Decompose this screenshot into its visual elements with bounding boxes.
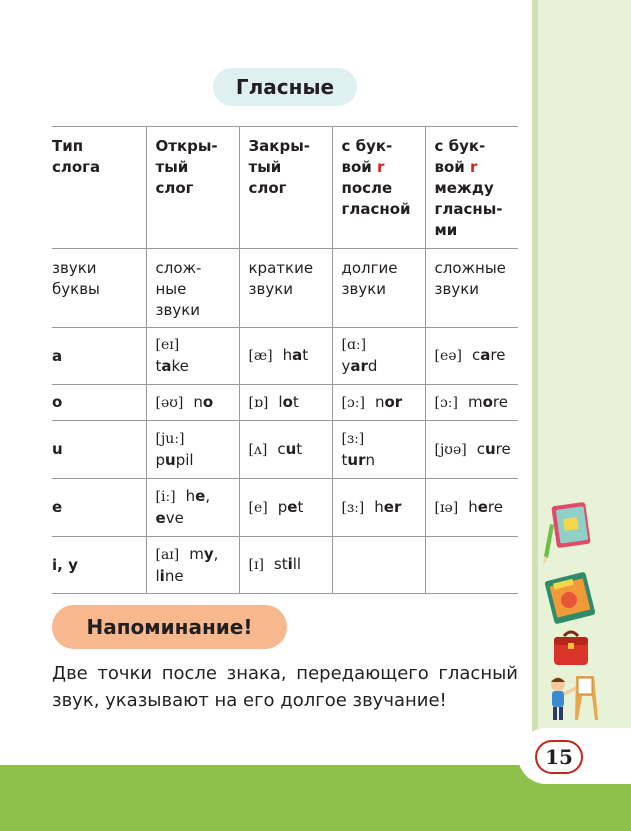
subheader-complex: слож- ные звуки — [146, 249, 239, 328]
table-row — [52, 537, 518, 594]
header-r-after-vowel: с бук- вой r после гласной — [332, 127, 425, 249]
cell — [332, 537, 425, 594]
table-row — [52, 479, 518, 537]
cell: [ɔː] nor — [332, 385, 425, 421]
cell: [ɑː] yard — [332, 328, 425, 385]
subheader-sounds-letters: звуки буквы — [52, 249, 146, 328]
vowel-letter: e — [52, 479, 146, 537]
fairy-tales-book-icon — [543, 572, 599, 626]
cell: [æ] hat — [239, 328, 332, 385]
header-closed-syllable: Закры- тый слог — [239, 127, 332, 249]
header-syllable-type: Тип слога — [52, 127, 146, 249]
cell: [juː] pupil — [146, 421, 239, 479]
cell: [eə] care — [425, 328, 518, 385]
cell: [iː] he, eve — [146, 479, 239, 537]
header-r-between-vowels: с бук- вой r между гласны- ми — [425, 127, 518, 249]
school-bag-icon — [550, 628, 592, 670]
margin-divider — [532, 0, 538, 770]
vowel-letter: i, y — [52, 537, 146, 594]
note-title: Напоминание! — [52, 605, 287, 649]
cell: [jʊə] cure — [425, 421, 518, 479]
vowel-letter: o — [52, 385, 146, 421]
cell: [e] pet — [239, 479, 332, 537]
cell: [ɔː] more — [425, 385, 518, 421]
cell: [əʊ] no — [146, 385, 239, 421]
cell: [ʌ] cut — [239, 421, 332, 479]
table-header-row — [52, 127, 518, 249]
subheader-long: долгие звуки — [332, 249, 425, 328]
page-number: 15 — [535, 740, 583, 774]
table-row — [52, 385, 518, 421]
cell: [aɪ] my, line — [146, 537, 239, 594]
books-pencil-icon — [540, 498, 600, 570]
subheader-short: краткие звуки — [239, 249, 332, 328]
header-open-syllable: Откры- тый слог — [146, 127, 239, 249]
table-subheader-row — [52, 249, 518, 328]
table-row — [52, 328, 518, 385]
boy-easel-icon — [538, 672, 602, 724]
cell: [ɪə] here — [425, 479, 518, 537]
vowels-table — [52, 126, 518, 594]
cell: [eɪ] take — [146, 328, 239, 385]
section-title: Гласные — [213, 68, 357, 106]
vowel-letter: a — [52, 328, 146, 385]
cell — [425, 537, 518, 594]
subheader-complex-2: сложные звуки — [425, 249, 518, 328]
vowel-letter: u — [52, 421, 146, 479]
note-text: Две точки после знака, передающего гласный звук, указывают на его долгое звучание! — [52, 663, 518, 711]
table-row — [52, 421, 518, 479]
cell: [ɒ] lot — [239, 385, 332, 421]
cell: [ɜː] her — [332, 479, 425, 537]
cell: [ɜː] turn — [332, 421, 425, 479]
cell: [ɪ] still — [239, 537, 332, 594]
